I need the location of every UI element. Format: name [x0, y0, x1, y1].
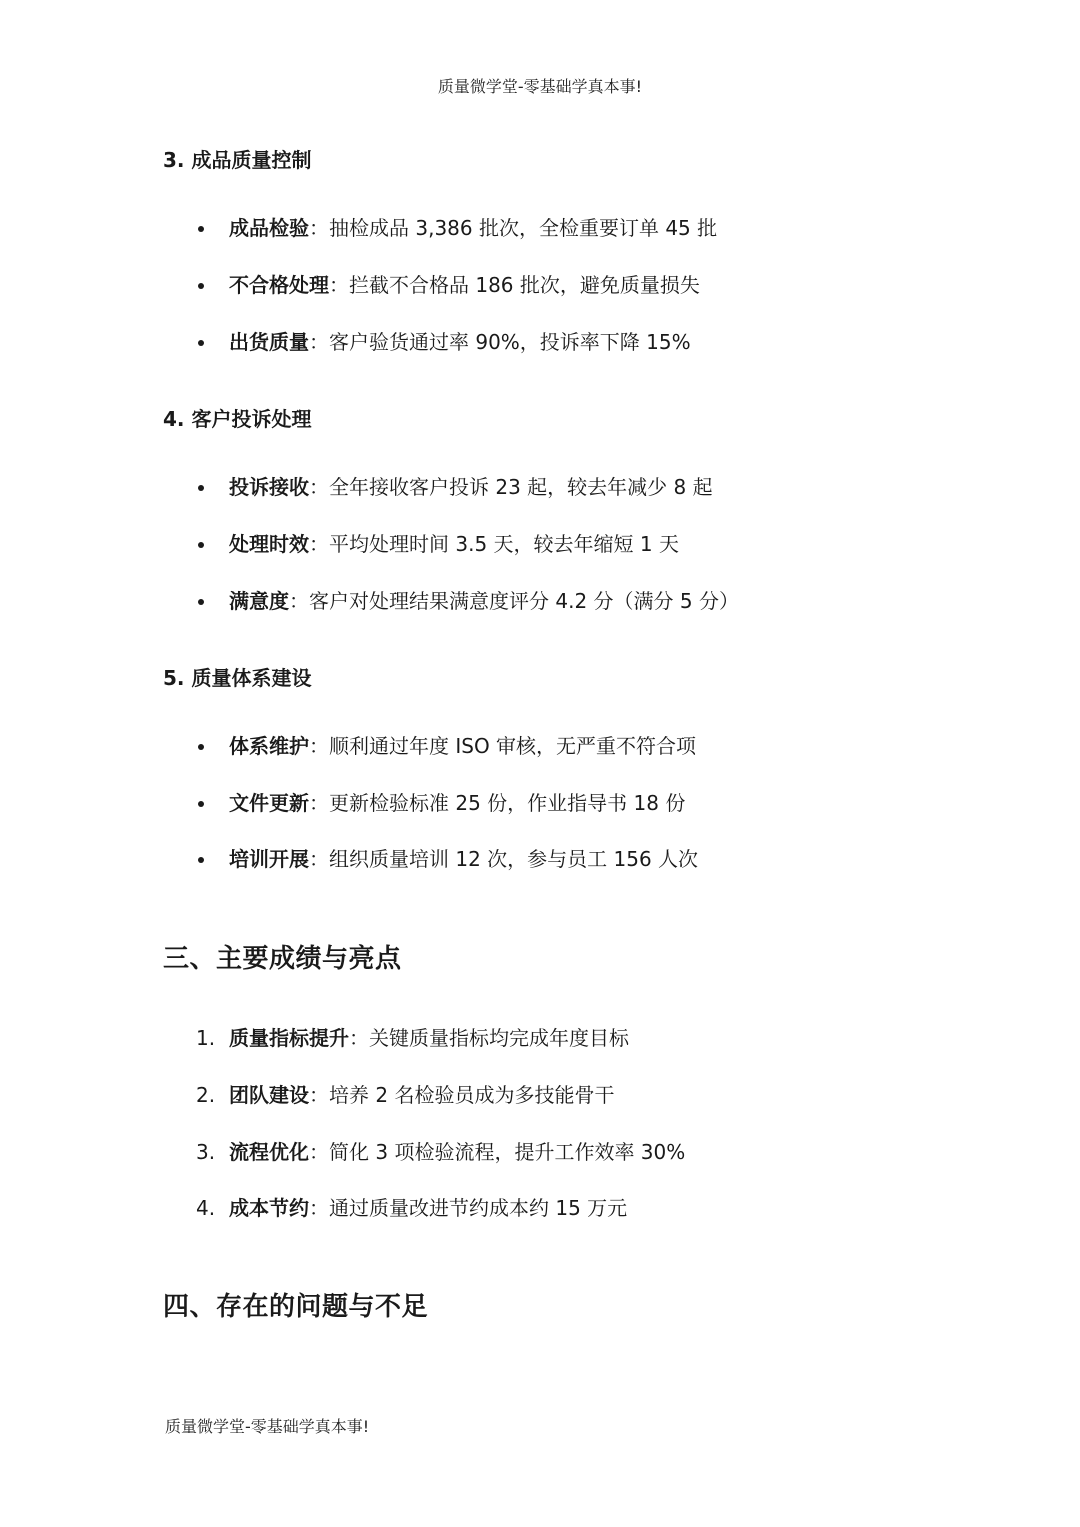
item-label: 流程优化: [229, 1140, 309, 1164]
item-text: 顺利通过年度 ISO 审核，无严重不符合项: [329, 734, 697, 758]
bullet-icon: [198, 340, 204, 346]
list-number: 3.: [196, 1140, 216, 1164]
item-text: 通过质量改进节约成本约 15 万元: [329, 1196, 628, 1220]
chapter-title-problems: 四、存在的问题与不足: [163, 1292, 429, 1322]
item-text: 简化 3 项检验流程，提升工作效率 30%: [329, 1140, 686, 1164]
page-header: 质量微学堂-零基础学真本事!: [437, 77, 643, 96]
item-label: 出货质量: [229, 330, 309, 354]
item-text: 抽检成品 3,386 批次，全检重要订单 45 批: [329, 216, 718, 240]
bullet-icon: [198, 283, 204, 289]
bullet-icon: [198, 857, 204, 863]
item-label: 不合格处理: [229, 273, 329, 297]
item-label: 处理时效: [229, 532, 309, 556]
item-separator: ：: [309, 475, 329, 499]
section-title-customer-complaints: 4. 客户投诉处理: [163, 407, 312, 431]
item-label: 满意度: [229, 589, 289, 613]
chapter-title-achievements: 三、主要成绩与亮点: [163, 944, 402, 974]
item-separator: ：: [309, 216, 329, 240]
item-separator: ：: [309, 532, 329, 556]
item-separator: ：: [289, 589, 309, 613]
item-label: 培训开展: [229, 847, 309, 871]
item-label: 成本节约: [229, 1196, 309, 1220]
item-separator: ：: [309, 791, 329, 815]
item-label: 成品检验: [229, 216, 309, 240]
item-text: 全年接收客户投诉 23 起，较去年减少 8 起: [329, 475, 713, 499]
item-label: 投诉接收: [229, 475, 309, 499]
item-label: 体系维护: [229, 734, 309, 758]
item-separator: ：: [309, 330, 329, 354]
item-label: 团队建设: [229, 1083, 309, 1107]
bullet-icon: [198, 485, 204, 491]
list-number: 2.: [196, 1083, 216, 1107]
item-text: 平均处理时间 3.5 天，较去年缩短 1 天: [329, 532, 679, 556]
section-title-quality-system: 5. 质量体系建设: [163, 666, 312, 690]
item-separator: ：: [309, 1196, 329, 1220]
item-text: 客户对处理结果满意度评分 4.2 分（满分 5 分）: [309, 589, 739, 613]
item-text: 关键质量指标均完成年度目标: [369, 1026, 629, 1050]
item-text: 培养 2 名检验员成为多技能骨干: [329, 1083, 615, 1107]
item-separator: ：: [309, 1140, 329, 1164]
page-footer: 质量微学堂-零基础学真本事!: [165, 1417, 370, 1436]
item-separator: ：: [329, 273, 349, 297]
item-text: 客户验货通过率 90%，投诉率下降 15%: [329, 330, 691, 354]
item-separator: ：: [349, 1026, 369, 1050]
list-number: 1.: [196, 1026, 216, 1050]
bullet-icon: [198, 226, 204, 232]
section-title-finished-product-quality: 3. 成品质量控制: [163, 148, 312, 172]
item-text: 更新检验标准 25 份，作业指导书 18 份: [329, 791, 686, 815]
bullet-icon: [198, 744, 204, 750]
bullet-icon: [198, 801, 204, 807]
item-text: 组织质量培训 12 次，参与员工 156 人次: [329, 847, 699, 871]
bullet-icon: [198, 599, 204, 605]
item-separator: ：: [309, 1083, 329, 1107]
item-label: 质量指标提升: [229, 1026, 349, 1050]
item-separator: ：: [309, 734, 329, 758]
item-label: 文件更新: [229, 791, 309, 815]
list-number: 4.: [196, 1196, 216, 1220]
bullet-icon: [198, 542, 204, 548]
item-text: 拦截不合格品 186 批次，避免质量损失: [349, 273, 700, 297]
item-separator: ：: [309, 847, 329, 871]
